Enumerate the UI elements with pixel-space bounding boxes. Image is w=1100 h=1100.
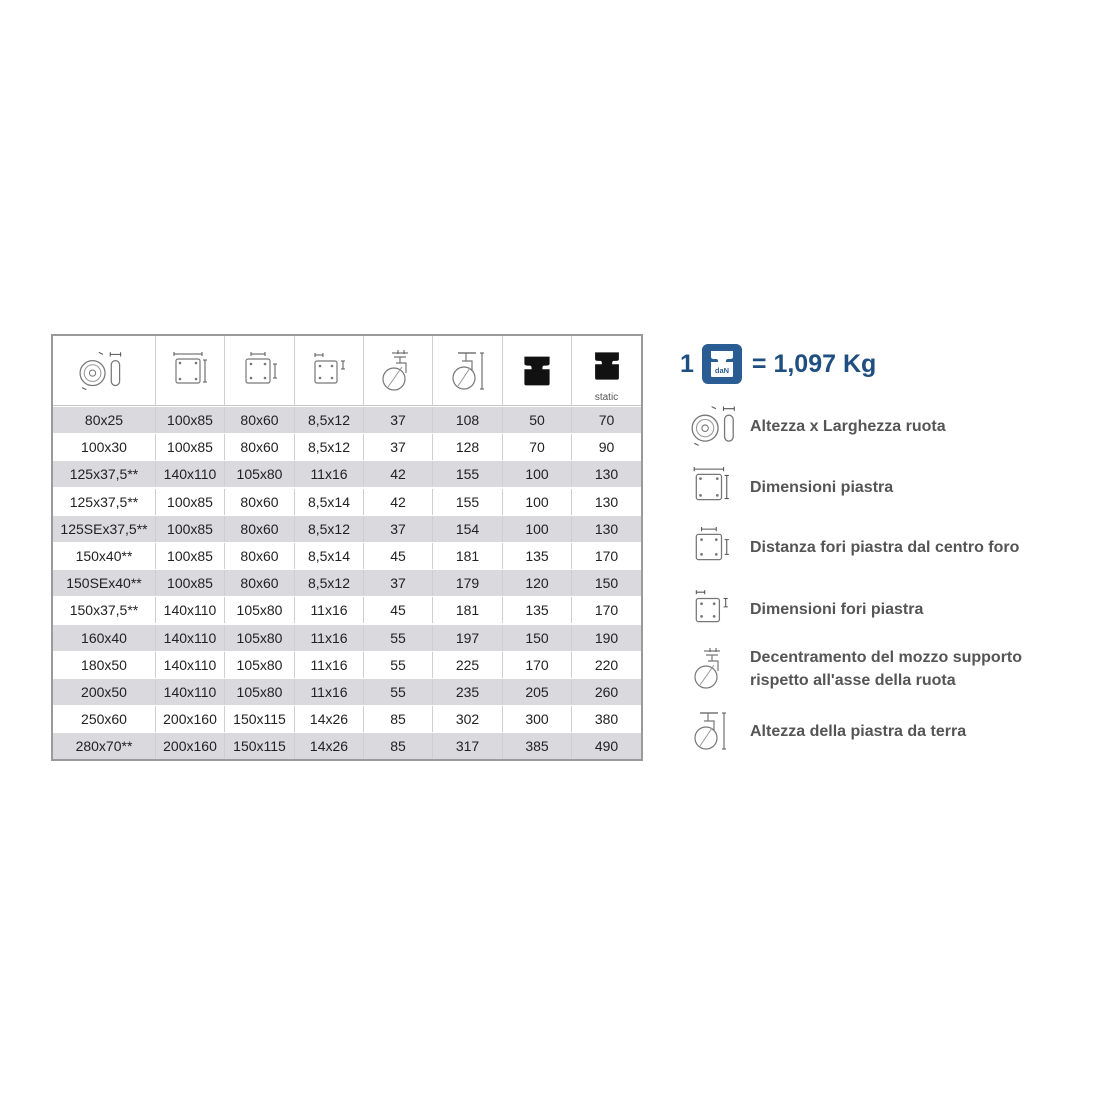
table-cell: 80x60 [225,407,295,433]
static-load-weight-icon [572,336,641,405]
table-cell: 105x80 [225,652,295,678]
table-cell: 80x60 [225,434,295,460]
table-cell: 105x80 [225,625,295,651]
table-cell: 55 [364,652,433,678]
table-cell: 170 [503,652,572,678]
table-cell: 380 [594,711,619,728]
table-cell: 8,5x12 [295,570,364,596]
table-cell: 37 [364,407,433,433]
table-cell: 181 [433,597,503,623]
table-cell: 8,5x14 [295,543,364,569]
table-cell: 80x60 [225,543,295,569]
legend-item-hub-offset [690,646,1070,692]
table-cell: 150x115 [225,706,295,732]
table-cell: 100x85 [156,434,225,460]
table-cell: 490 [594,738,619,755]
conversion-line [680,340,876,388]
table-row [53,596,641,623]
table-row [53,542,641,569]
table-row [53,569,641,596]
table-cell: 280x70** [53,733,156,759]
table-cell: 100x85 [156,570,225,596]
table-cell: 150x40** [53,543,156,569]
table-cell: 105x80 [225,679,295,705]
table-cell: 150x37,5** [53,597,156,623]
table-cell: 100x85 [156,543,225,569]
legend-text-plate-height: Altezza della piastra da terra [750,722,967,740]
table-cell: 250x60 [53,706,156,732]
legend-item-wheel [690,404,1070,448]
table-cell: 150 [594,575,619,592]
table-cell: 80x60 [225,570,295,596]
table-row [53,433,641,460]
table-header-row [53,336,641,406]
dan-badge-text: daN [714,366,729,375]
table-cell: 80x60 [225,489,295,515]
table-cell: 100x85 [156,489,225,515]
table-cell: 200x50 [53,679,156,705]
legend-item-plate [690,466,1070,508]
legend-text-hub-offset: Decentramento del mozzo supporto rispetto all'asse della ruota [750,649,1023,689]
table-cell: 150SEx40** [53,570,156,596]
plate-height-icon [433,336,503,405]
table-cell: 140x110 [156,461,225,487]
legend-text-hole-distance: Distanza fori piastra dal centro foro [750,538,1020,556]
table-cell: 160x40 [53,625,156,651]
table-cell: 70 [598,412,615,428]
plate-hole-dimensions-icon [690,588,750,630]
table-cell: 11x16 [295,679,364,705]
legend-item-hole-distance [690,526,1070,568]
table-cell: 170 [594,548,619,564]
legend-item-plate-height [690,708,1070,754]
table-row [53,406,641,433]
table-cell: 128 [433,434,503,460]
table-cell: 155 [433,489,503,515]
table-cell: 180x50 [53,652,156,678]
table-row [53,624,641,651]
legend [680,340,1080,760]
spec-table [51,334,643,761]
table-cell: 100x30 [53,434,156,460]
table-cell: 11x16 [295,625,364,651]
table-cell: 130 [594,466,619,483]
table-cell: 100 [503,461,572,487]
table-cell: 100 [503,516,572,542]
table-cell: 42 [364,461,433,487]
table-cell: 50 [503,407,572,433]
table-cell: 300 [503,706,572,732]
table-row [53,732,641,759]
table-cell: 85 [364,733,433,759]
table-cell: 150 [503,625,572,651]
table-cell: 37 [364,434,433,460]
hub-offset-icon [364,336,433,405]
table-cell: 70 [503,434,572,460]
table-cell: 90 [598,439,615,456]
table-cell: 8,5x12 [295,516,364,542]
table-cell: 140x110 [156,679,225,705]
conversion-value: = 1,097 Kg [751,349,877,378]
table-cell: 140x110 [156,625,225,651]
table-cell: 260 [594,684,619,700]
table-cell: 135 [503,597,572,623]
table-cell: 200x160 [156,706,225,732]
table-cell: 200x160 [156,733,225,759]
table-row [53,515,641,542]
table-cell: 130 [594,520,619,537]
table-cell: 140x110 [156,652,225,678]
table-cell: 125SEx37,5** [53,516,156,542]
table-cell: 125x37,5** [53,489,156,515]
table-row [53,705,641,732]
load-weight-icon [503,336,572,405]
table-cell: 85 [364,706,433,732]
table-row [53,488,641,515]
table-cell: 14x26 [295,733,364,759]
table-cell: 11x16 [295,461,364,487]
table-cell: 8,5x14 [295,489,364,515]
table-cell: 225 [433,652,503,678]
legend-item-hole-size [690,588,1070,630]
table-cell: 42 [364,489,433,515]
table-cell: 14x26 [295,706,364,732]
table-cell: 135 [503,543,572,569]
legend-text-plate: Dimensioni piastra [750,478,894,496]
table-cell: 140x110 [156,597,225,623]
table-cell: 37 [364,570,433,596]
table-cell: 105x80 [225,461,295,487]
table-row [53,651,641,678]
table-cell: 45 [364,597,433,623]
table-cell: 108 [433,407,503,433]
conversion-lead: 1 [680,349,694,378]
legend-text-hole-size: Dimensioni fori piastra [750,600,924,618]
table-cell: 317 [433,733,503,759]
table-cell: 55 [364,625,433,651]
table-cell: 150x115 [225,733,295,759]
table-cell: 197 [433,625,503,651]
table-cell: 8,5x12 [295,434,364,460]
table-cell: 55 [364,679,433,705]
table-cell: 170 [594,602,619,619]
table-cell: 100x85 [156,407,225,433]
table-cell: 220 [594,656,619,673]
table-cell: 80x25 [53,407,156,433]
plate-hole-distance-icon [690,526,750,568]
table-cell: 125x37,5** [53,461,156,487]
table-cell: 45 [364,543,433,569]
table-cell: 100 [503,489,572,515]
table-cell: 80x60 [225,516,295,542]
table-row [53,678,641,705]
table-cell: 100x85 [156,516,225,542]
wheel-height-width-icon [690,404,750,448]
table-cell: 205 [503,679,572,705]
legend-text-wheel: Altezza x Larghezza ruota [750,417,946,435]
plate-dimensions-icon [156,336,225,405]
table-cell: 11x16 [295,597,364,623]
table-cell: 235 [433,679,503,705]
table-cell: 181 [433,543,503,569]
wheel-height-width-icon [53,336,156,405]
table-cell: 37 [364,516,433,542]
table-cell: 154 [433,516,503,542]
table-cell: 8,5x12 [295,407,364,433]
table-cell: 179 [433,570,503,596]
table-row [53,460,641,487]
plate-hole-dimensions-icon [295,336,364,405]
table-cell: 190 [594,629,619,646]
table-cell: 11x16 [295,652,364,678]
table-cell: 130 [594,493,619,510]
table-cell: 120 [503,570,572,596]
static-label: static [594,392,619,403]
plate-dimensions-icon [690,466,750,508]
table-cell: 155 [433,461,503,487]
plate-hole-distance-icon [225,336,295,405]
plate-height-icon [690,708,750,754]
table-cell: 302 [433,706,503,732]
table-cell: 105x80 [225,597,295,623]
dan-weight-icon [702,344,742,384]
hub-offset-icon [690,646,750,692]
table-cell: 385 [503,733,572,759]
